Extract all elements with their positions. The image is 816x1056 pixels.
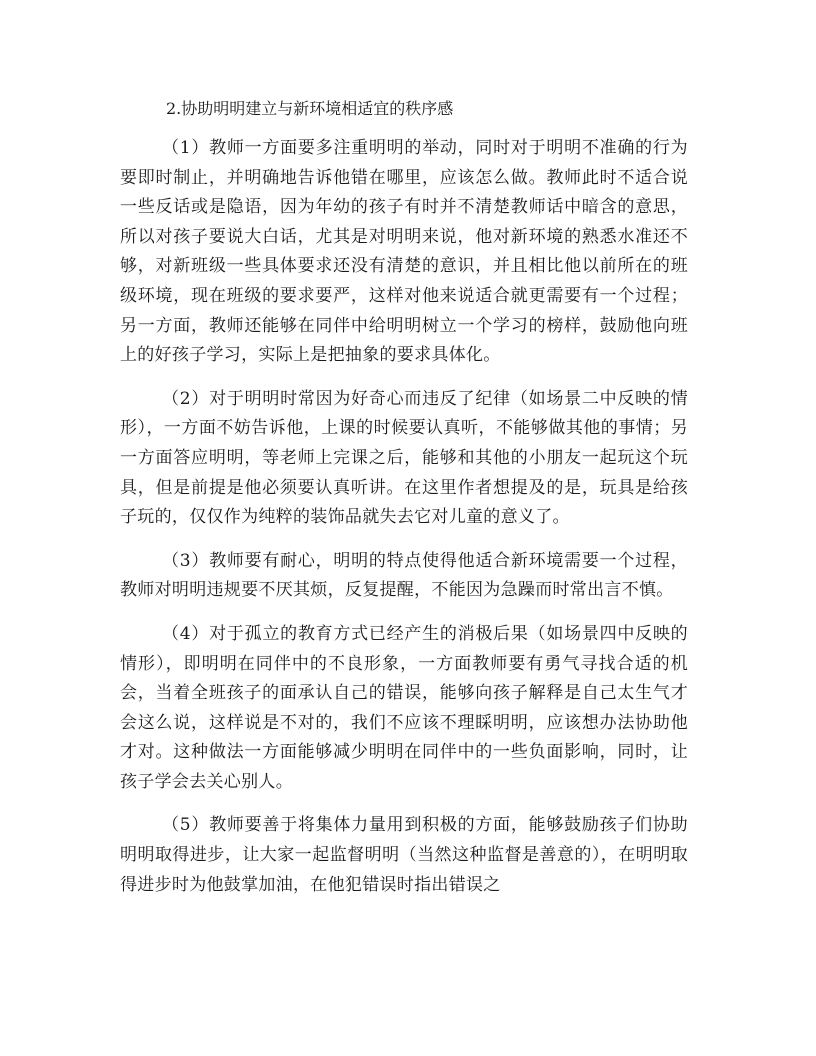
section-heading: 2.协助明明建立与新环境相适宜的秩序感 <box>166 99 454 118</box>
paragraph-2: （2）对于明明时常因为好奇心而违反了纪律（如场景二中反映的情形），一方面不妨告诉他，上课的时候要认真听，不能够做其他的事情；另一方面答应明明，等老师上完课之后，能够和其他的小朋友一起玩这个玩具，但是前提是他必须要认真听讲。在这里作者想提及的是，玩具是给孩子玩的，仅仅作为纯粹的装饰品就失去它对儿童的意义了。 <box>120 388 688 528</box>
paragraph-4: （4）对于孤立的教育方式已经产生的消极后果（如场景四中反映的情形），即明明在同伴中的不良形象，一方面教师要有勇气寻找合适的机会，当着全班孩子的面承认自己的错误，能够向孩子解释是自己太生气才会这么说，这样说是不对的，我们不应该不理睬明明，应该想办法协助他才对。这种做法一方面能够减少明明在同伴中的一些负面影响，同时，让孩子学会去关心别人。 <box>120 623 688 792</box>
paragraph-1: （1）教师一方面要多注重明明的举动，同时对于明明不准确的行为要即时制止，并明确地告诉他错在哪里，应该怎么做。教师此时不适合说一些反话或是隐语，因为年幼的孩子有时并不清楚教师话中暗含的意思，所以对孩子要说大白话，尤其是对明明来说，他对新环境的熟悉水准还不够，对新班级一些具体要求还没有清楚的意识，并且相比他以前所在的班级环境，现在班级的要求要严，这样对他来说适合就更需要有一个过程；另一方面，教师还能够在同伴中给明明树立一个学习的榜样，鼓励他向班上的好孩子学习，实际上是把抽象的要求具体化。 <box>120 138 688 366</box>
document-body <box>120 94 688 914</box>
paragraph-3: （3）教师要有耐心，明明的特点使得他适合新环境需要一个过程，教师对明明违规要不厌其烦，反复提醒，不能因为急躁而时常出言不慎。 <box>120 550 688 601</box>
paragraph-5: （5）教师要善于将集体力量用到积极的方面，能够鼓励孩子们协助明明取得进步，让大家一起监督明明（当然这种监督是善意的），在明明取得进步时为他鼓掌加油，在他犯错误时指出错误之 <box>120 815 688 895</box>
